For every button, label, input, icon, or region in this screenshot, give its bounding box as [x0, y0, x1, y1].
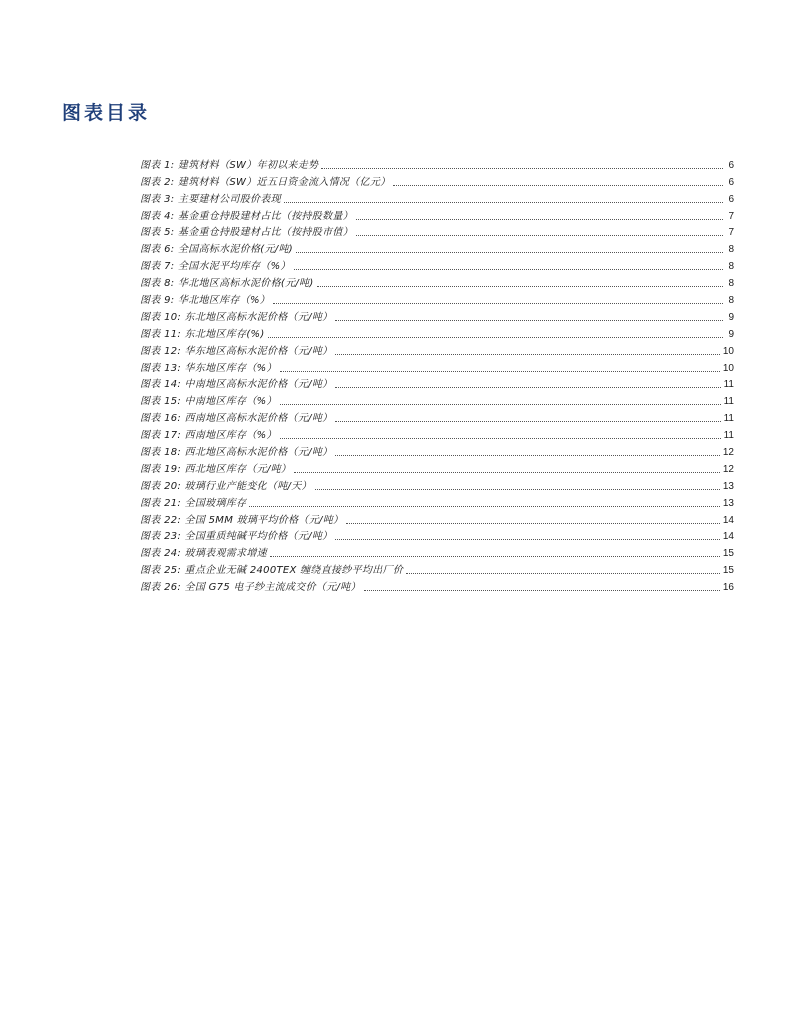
toc-dot-leader [321, 167, 723, 169]
toc-dot-leader [346, 522, 720, 524]
toc-entry[interactable] [140, 239, 734, 256]
toc-entry[interactable] [140, 459, 734, 476]
toc-entry-page-number: 15 [722, 548, 734, 560]
toc-dot-leader [335, 454, 719, 456]
toc-entry-label: 图表 22: 全国 5MM 玻璃平均价格（元/吨） [140, 514, 344, 526]
toc-entry[interactable] [140, 341, 734, 358]
toc-entry-page-number: 9 [728, 311, 734, 323]
toc-entry-label: 图表 12: 华东地区高标水泥价格（元/吨） [140, 345, 333, 357]
toc-entry[interactable] [140, 527, 734, 544]
toc-dot-leader [249, 505, 720, 507]
toc-entry[interactable] [140, 577, 734, 594]
toc-dot-leader [317, 285, 723, 287]
toc-entry[interactable] [140, 290, 734, 307]
toc-entry[interactable] [140, 391, 734, 408]
toc-entry-page-number: 12 [722, 447, 734, 459]
toc-entry-label: 图表 13: 华东地区库存（%） [140, 362, 277, 374]
toc-dot-leader [280, 403, 721, 405]
toc-entry[interactable] [140, 476, 734, 493]
toc-entry-label: 图表 1: 建筑材料（SW）年初以来走势 [140, 159, 319, 171]
toc-entry-label: 图表 19: 西北地区库存（元/吨） [140, 463, 292, 475]
toc-dot-leader [406, 572, 720, 574]
toc-entry-page-number: 6 [728, 176, 734, 188]
toc-dot-leader [364, 589, 720, 591]
toc-dot-leader [335, 319, 723, 321]
toc-entry-label: 图表 14: 中南地区高标水泥价格（元/吨） [140, 379, 333, 391]
toc-entry-page-number: 8 [728, 244, 734, 256]
toc-entry[interactable] [140, 560, 734, 577]
toc-entry[interactable] [140, 493, 734, 510]
toc-entry-page-number: 16 [722, 582, 734, 594]
toc-entry-page-number: 12 [722, 463, 734, 475]
toc-dot-leader [280, 370, 720, 372]
toc-entry-page-number: 14 [722, 531, 734, 543]
toc-entry-label: 图表 6: 全国高标水泥价格(元/吨) [140, 244, 293, 256]
toc-dot-leader [270, 555, 720, 557]
toc-entry-label: 图表 17: 西南地区库存（%） [140, 430, 277, 442]
toc-entry[interactable] [140, 543, 734, 560]
toc-entry[interactable] [140, 206, 734, 223]
toc-dot-leader [356, 218, 723, 220]
toc-entry[interactable] [140, 510, 734, 527]
toc-entry[interactable] [140, 273, 734, 290]
toc-dot-leader [315, 488, 720, 490]
toc-entry-page-number: 7 [728, 227, 734, 239]
toc-dot-leader [335, 386, 720, 388]
toc-dot-leader [296, 251, 723, 253]
toc-entry-label: 图表 15: 中南地区库存（%） [140, 396, 277, 408]
toc-entry[interactable] [140, 155, 734, 172]
toc-entry-label: 图表 25: 重点企业无碱 2400TEX 缠绕直接纱平均出厂价 [140, 565, 404, 577]
toc-entry[interactable] [140, 189, 734, 206]
toc-entry-page-number: 11 [723, 430, 734, 442]
toc-dot-leader [335, 420, 720, 422]
toc-entry-label: 图表 21: 全国玻璃库存 [140, 497, 247, 509]
toc-dot-leader [284, 201, 723, 203]
toc-dot-leader [294, 471, 720, 473]
toc-entry-label: 图表 20: 玻璃行业产能变化（吨/天） [140, 480, 312, 492]
toc-dot-leader [356, 234, 723, 236]
toc-entry-label: 图表 24: 玻璃表观需求增速 [140, 548, 267, 560]
toc-entry-label: 图表 18: 西北地区高标水泥价格（元/吨） [140, 447, 333, 459]
toc-entry-page-number: 13 [722, 480, 734, 492]
toc-entry-page-number: 13 [722, 497, 734, 509]
toc-entry-page-number: 10 [722, 362, 734, 374]
toc-dot-leader [280, 437, 721, 439]
toc-dot-leader [273, 302, 723, 304]
toc-entry-label: 图表 11: 东北地区库存(%) [140, 328, 265, 340]
toc-title: 图表目录 [62, 102, 151, 124]
toc-entry-page-number: 8 [728, 261, 734, 273]
toc-dot-leader [335, 353, 719, 355]
toc-entry[interactable] [140, 223, 734, 240]
toc-entry-label: 图表 8: 华北地区高标水泥价格(元/吨) [140, 278, 314, 290]
toc-entry-label: 图表 2: 建筑材料（SW）近五日资金流入情况（亿元） [140, 176, 391, 188]
toc-dot-leader [393, 184, 723, 186]
toc-entry[interactable] [140, 442, 734, 459]
toc-entry-label: 图表 26: 全国 G75 电子纱主流成交价（元/吨） [140, 582, 361, 594]
toc-entry-page-number: 6 [728, 159, 734, 171]
toc-entry-label: 图表 4: 基金重仓持股建材占比（按持股数量） [140, 210, 353, 222]
toc-dot-leader [294, 268, 723, 270]
toc-entry-page-number: 15 [722, 565, 734, 577]
toc-entry-page-number: 8 [728, 295, 734, 307]
toc-entry[interactable] [140, 307, 734, 324]
toc-entry-label: 图表 5: 基金重仓持股建材占比（按持股市值） [140, 227, 353, 239]
toc-entry-page-number: 11 [723, 413, 734, 425]
toc-entry-page-number: 6 [728, 193, 734, 205]
toc-entry-page-number: 7 [728, 210, 734, 222]
toc-entry-page-number: 9 [728, 328, 734, 340]
toc-entry[interactable] [140, 256, 734, 273]
toc-entry-page-number: 10 [722, 345, 734, 357]
toc-dot-leader [335, 538, 719, 540]
toc-entry-label: 图表 16: 西南地区高标水泥价格（元/吨） [140, 413, 333, 425]
toc-entry[interactable] [140, 375, 734, 392]
toc-entry-label: 图表 7: 全国水泥平均库存（%） [140, 261, 291, 273]
toc-entry-label: 图表 23: 全国重质纯碱平均价格（元/吨） [140, 531, 333, 543]
toc-entry-label: 图表 3: 主要建材公司股价表现 [140, 193, 281, 205]
toc-entry-page-number: 8 [728, 278, 734, 290]
toc-entry-page-number: 14 [722, 514, 734, 526]
toc-entry[interactable] [140, 172, 734, 189]
toc-dot-leader [268, 336, 723, 338]
toc-entry-label: 图表 9: 华北地区库存（%） [140, 295, 271, 307]
toc-entry[interactable] [140, 324, 734, 341]
toc-entry-page-number: 11 [723, 396, 734, 408]
toc-entry-page-number: 11 [723, 379, 734, 391]
toc-entry[interactable] [140, 425, 734, 442]
toc-entry[interactable] [140, 358, 734, 375]
toc-entry-label: 图表 10: 东北地区高标水泥价格（元/吨） [140, 311, 333, 323]
toc-list [140, 155, 734, 594]
toc-entry[interactable] [140, 408, 734, 425]
